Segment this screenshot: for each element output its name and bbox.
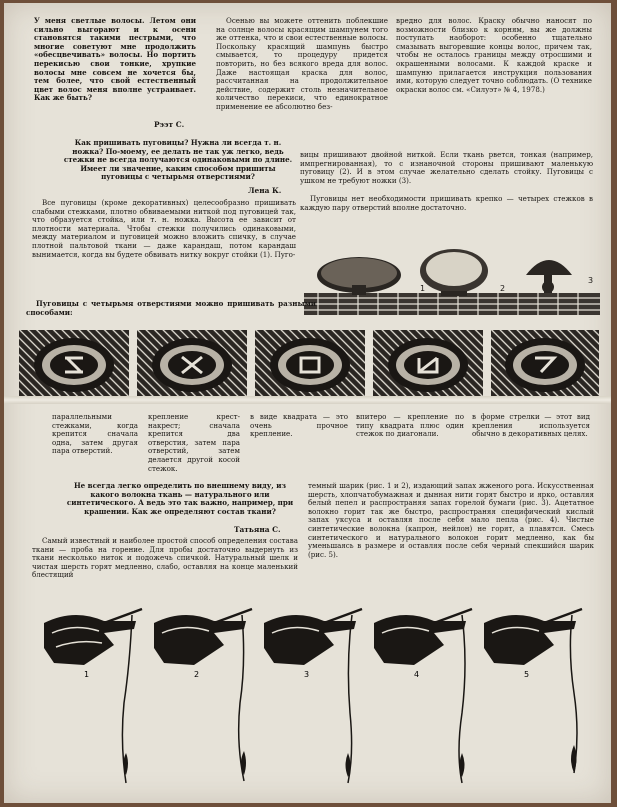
burning-test-figures	[44, 603, 604, 793]
answer-fabric-left: Самый известный и наиболее простой способ определения состава ткани — проба на горение. Для пробы достаточно выдернуть из ткани несколько ниток и подожечь спичкой. Натуральный шелк и чистая шерсть горят медленно, слабо, оставляя на конце маленький блестящий	[32, 536, 298, 580]
hand-figure-1	[44, 609, 142, 783]
hand-figure-5	[484, 609, 582, 773]
four-hole-title: Пуговицы с четырьмя отверстиями можно пришивать разными способами:	[26, 299, 316, 317]
answer-hair-part2: вредно для волос. Краску обычно наносят по возможности близко к корням, вы же должны поступать наоборот: особенно тщательно смазывать выгоревшие концы волос, причем так, чтобы не осталось границы между отросшими и окрашенными волосами. К каждой краске и шампуню прилагается инструкция пользования ими, которую следует точно соблюдать. (О технике окраски волос см. «Силуэт» № 4, 1978.)	[396, 16, 592, 94]
question-buttons: Как пришивать пуговицы? Нужна ли всегда т. н. ножка? По-моему, ее делать не так уж легко, ведь стежки не всегда получаются одинаковыми по длине. Имеет ли значение, каким способом пришиты пуговицы с четырьмя отверстиями?	[63, 138, 293, 182]
hand-figure-3	[264, 609, 362, 783]
answer-buttons-left: Все пуговицы (кроме декоративных) целесообразно пришивать слабыми стежками, плотно обвиваемыми ниткой под пуговицей так, что образуется стойка, или т. н. ножка. Высота ее зависит от плотности материала. Чтобы стежки получились одинаковыми, между материалом и пуговицей можно вложить спичку, в случае плотной пальтовой ткани — даже карандаш, потом карандаш вынимается, когда вы будете обвивать нитку вокруг стойки (1). Пуго-	[32, 198, 296, 259]
caption-arrow: в форме стрелки — этот вид крепления используется обычно в декоративных целях.	[472, 412, 590, 439]
hand-num-5: 5	[524, 670, 530, 679]
fig-num-1: 1	[420, 284, 426, 293]
hand-num-3: 3	[304, 670, 310, 679]
question-hair: У меня светлые волосы. Летом они сильно выгорают и к осени становятся такими пестрыми, что многие советуют мне продолжить «обесцвечивать» волосы. Но портить перекисью свои тонкие, хрупкие волосы мне совсем не хочется бы, тем более, что свой естественный цвет волос меня вполне устраивает. Как же быть?	[34, 16, 196, 103]
page-fold	[4, 396, 611, 404]
magazine-page	[4, 3, 611, 803]
fig-num-2: 2	[500, 284, 506, 293]
button-sample-4	[373, 330, 483, 400]
answer-buttons-right2: Пуговицы нет необходимости пришивать крепко — четырех стежков в каждую пару отверстий вполне достаточно.	[300, 194, 593, 212]
signature-tatyana: Татьяна С.	[234, 525, 281, 534]
button-sample-5	[491, 330, 599, 400]
hand-figure-4	[374, 609, 472, 783]
button-sample-1	[19, 330, 129, 400]
caption-square-diagonal: впитеро — крепление по типу квадрата плюс один стежок по диагонали.	[356, 412, 464, 439]
question-fabric: Не всегда легко определить по внешнему виду, из какого волокна ткань — натурального или синтетического. А ведь это так важно, например, при крашении. Как же определяют состав ткани?	[66, 481, 294, 516]
button-sample-2	[137, 330, 247, 400]
button-sample-3	[255, 330, 365, 400]
four-hole-buttons-strip	[19, 325, 599, 405]
answer-buttons-right: вицы пришивают двойной ниткой. Если ткань рвется, тонкая (например, импрегнированная), то с изнаночной стороны пришивают маленькую пуговицу (2). И в этом случае желательно сделать стойку. Пуговицы с ушком не требуют ножки (3).	[300, 150, 593, 185]
caption-crosswise: крепление крест-накрест; сначала крепится два отверстия, затем пара отверстий, затем делается другой косой стежок.	[148, 412, 240, 473]
fig-num-3: 3	[588, 276, 594, 285]
hand-num-1: 1	[84, 670, 90, 679]
answer-fabric-right: темный шарик (рис. 1 и 2), издающий запах жженого рога. Искусственная шерсть, хлопчатобумажная и дынная нити горят быстро и ярко, оставляя белый пепел и распространяя запах горелой бумаги (рис. 3). Ацетатное волокно горит так же быстро, распространяя специфический кислый запах уксуса и оставляя после себя мало пепла (рис. 4). Чистые синтетические волокна (капрон, нейлон) не горят, а плавятся. Смесь синтетического и натурального волокон горит медленно, как бы уменьшаясь в размере и оставляя после себя черный спекшийся шарик (рис. 5).	[308, 481, 594, 559]
answer-hair-part1: Осенью вы можете оттенить поблекшие на солнце волосы красящим шампунем того же оттенка, что и свои естественные волосы. Поскольку красящий шампунь быстро смывается, то процедуру придется повторить, но без всякого вреда для волос. Даже настоящая краска для волос, рассчитанная на продолжительное действие, содержит столь незначительное количество перекиси, что единократное применение ее абсолютно без-	[216, 16, 388, 111]
caption-parallel: параллельными стежками, когда крепится сначала одна, затем другая пара отверстий.	[52, 412, 138, 456]
hand-num-4: 4	[414, 670, 420, 679]
signature-lena: Лена К.	[248, 186, 282, 195]
button-stem-figures	[304, 235, 600, 323]
hand-figure-2	[154, 609, 252, 781]
signature-reet: Рээт С.	[154, 120, 185, 129]
caption-square: в виде квадрата — это очень прочное крепление.	[250, 412, 348, 439]
hand-num-2: 2	[194, 670, 200, 679]
